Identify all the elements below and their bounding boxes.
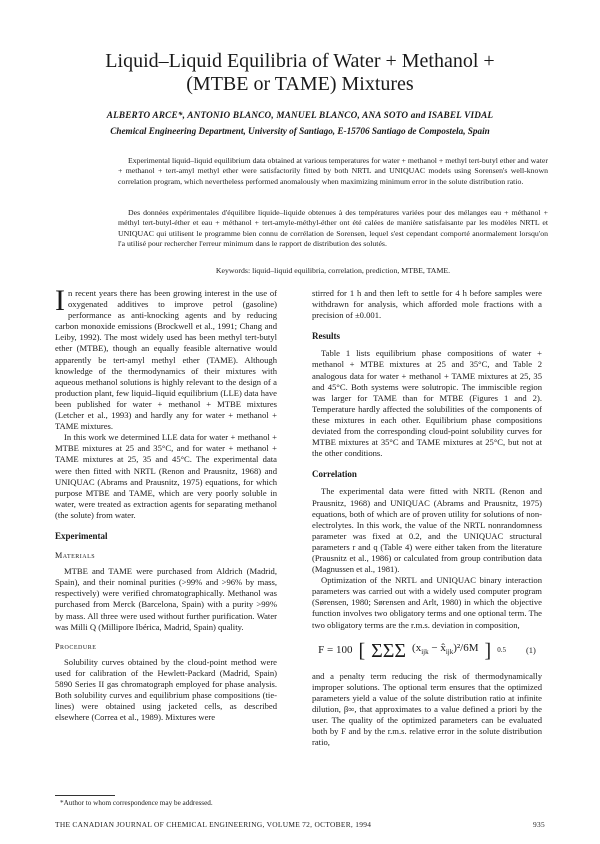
journal-citation: THE CANADIAN JOURNAL OF CHEMICAL ENGINEERING, VOLUME 72, OCTOBER, 1994 (55, 820, 372, 829)
page-number: 935 (533, 820, 545, 829)
equation-exponent: 0.5 (497, 646, 506, 655)
intro-paragraph-1 (55, 284, 277, 432)
section-heading-results: Results (312, 331, 341, 342)
correlation-paragraph-2: Optimization of the NRTL and UNIQUAC binary interaction parameters was carried out with a widely used computer program (Sørensen, 1980; Sørensen and Arlt, 1980) in which the objective function involves two obligatory terms and one optional term. The two obligatory terms are the r.m.s. deviation in composition, (312, 575, 542, 630)
materials-paragraph: MTBE and TAME were purchased from Aldrich (Madrid, Spain), and their nominal purities (>99% and >96% by mass, respectively) were verified chromatographically. Methanol was purchased from Merck (Barcelona, Spain) with a purity >99% by mass. All three were used without further purification. Water was Milli Q (Millipore Ibérica, Madrid, Spain) quality. (55, 566, 277, 632)
equation-lhs: F = 100 (318, 644, 353, 657)
author-list: ALBERTO ARCE*, ANTONIO BLANCO, MANUEL BLANCO, ANA SOTO and ISABEL VIDAL (106, 110, 494, 120)
bracket-left-icon: [ (358, 639, 366, 662)
section-heading-experimental: Experimental (55, 530, 108, 541)
paper-title (60, 50, 540, 96)
subsection-heading-materials: Materials (55, 551, 96, 561)
procedure-continued-paragraph: stirred for 1 h and then left to settle for 4 h before samples were withdrawn for analysis, which afforded mole fractions with a precision of ±0.001. (312, 288, 542, 321)
equation-number: (1) (525, 645, 536, 656)
abstract-french: Des données expérimentales d'équilibre liquide–liquide obtenues à des températures variées pour des mélanges eau + méthanol + méthyl tert-butyl-éther et eau + méthanol + tert-amyle-méthyl-éther ont été calées de manière satisfaisante par les modèles NRTL et UNIQUAC qui utilisent le programme bien connu de corrélation de Sorensen, lequel s'est cependant comporté anormalement lorsqu'on l'a utilisé pour rechercher l'erreur minimum dans le rapport de distribution des solutés. (118, 208, 548, 248)
equation-body: ($x_{ijk}$ − $x̂_{ijk})^2/6M$ (412, 641, 479, 657)
bracket-right-icon: ] (484, 639, 492, 662)
footnote-divider (55, 795, 115, 796)
keywords: Keywords: liquid–liquid equilibria, correlation, prediction, MTBE, TAME. (215, 266, 451, 275)
correlation-paragraph-3: and a penalty term reducing the risk of thermodynamically improper solutions. The optional term ensures that the optimized parameters yield a value of the solute distribution ratio at infinite dilution, β∞, that approximates to a value defined a priori by the user. The quality of the optimized parameters can be evaluated both by F and by the r.m.s. relative error in the solute distribution ratio, (312, 670, 542, 748)
right-column (312, 288, 542, 748)
correlation-paragraph-1: The experimental data were fitted with NRTL (Renon and Prausnitz, 1968) and UNIQUAC (Abrams and Prausnitz, 1975) equations, both of which are of proven utility for solutions of non-electrolytes. In this work, the value of the NRTL nonrandomness parameter was fixed at 0.2, and the UNIQUAC structural parameters r and q (Table 4) were either taken from the literature (Prausnitz et al., 1986) or calculated from group contribution data (Magnussen et al., 1981). (312, 486, 542, 575)
page-footer (55, 820, 545, 829)
section-heading-correlation: Correlation (312, 469, 357, 480)
sum-icon: ΣΣΣ (371, 639, 407, 662)
title-line-1: Liquid–Liquid Equilibria of Water + Methanol + (105, 50, 495, 72)
left-column (55, 284, 277, 723)
title-line-2: (MTBE or TAME) Mixtures (186, 73, 414, 95)
abstract-english: Experimental liquid–liquid equilibrium data obtained at various temperatures for water + methanol + methyl tert-butyl ether and water + methanol + tert-amyl methyl ether were satisfactorily fitted by both NRTL and UNIQUAC models using Sorensen's well-known correlation program, which nevertheless performed anomalously when maximizing minimum error in the solute distribution ratio. (118, 156, 548, 186)
results-paragraph: Table 1 lists equilibrium phase compositions of water + methanol + MTBE mixtures at 25 and 35°C, and Table 2 analogous data for water + methanol + TAME mixtures at 25, 35 and 45°C. Both systems were solutropic. The immiscible region was larger for TAME than for MTBE (Figures 1 and 2). Temperature hardly affected the solubilities of the components of these mixtures in each other. Equilibrium phase compositions deviated from the corresponding cloud-point solubility curves for MTBE mixtures at 35°C and TAME mixtures at 25°C, but not at the other conditions. (312, 348, 542, 459)
drop-cap: I (55, 284, 65, 317)
footnote: *Author to whom correspondence may be addressed. (60, 799, 213, 807)
intro-paragraph-1-text: n recent years there has been growing interest in the use of oxygenated additives to improve petrol (gasoline) performance as anti-knocking agents and by reducing carbon monoxide emissions (Brockwell et al., 1991; Chang and Leiby, 1992). The most widely used has been methyl tert-butyl ether (MTBE), though an equally feasible alternative would apparently be tert-amyl methyl ether (TAME). Although knowledge of the thermodynamics of their mixtures with aqueous methanol solutions is highly relevant to the design of a production plant, few liquid–liquid equilibrium (LLE) data have been published for water + methanol + MTBE mixtures (Letcher et al., 1993) and hardly any for water + methanol + TAME mixtures. (55, 288, 277, 432)
intro-paragraph-2: In this work we determined LLE data for water + methanol + MTBE mixtures at 25 and 35°C, and for water + methanol + TAME mixtures at 25, 35 and 45°C. The experimental data were then fitted with NRTL (Renon and Prausnitz, 1968) and UNIQUAC (Abrams and Prausnitz, 1975) equations, for which purpose MTBE and TAME, which are very poorly soluble in water, were treated as extraction agents for separating methanol (the solute) from water. (55, 432, 277, 520)
affiliation: Chemical Engineering Department, University of Santiago, E-15706 Santiago de Compostela, Spain (110, 126, 490, 136)
procedure-paragraph: Solubility curves obtained by the cloud-point method were used for calibration of the Hewlett-Packard (Madrid, Spain) 5890 Series II gas chromatograph employed for phase analysis. Both solubility curves and equilibrium phase compositions (tie-lines) were obtained using jacketed cells, as described elsewhere (Correa et al., 1989). Mixtures were (55, 656, 277, 723)
equation-1 (312, 641, 542, 661)
subsection-heading-procedure: Procedure (55, 641, 97, 651)
